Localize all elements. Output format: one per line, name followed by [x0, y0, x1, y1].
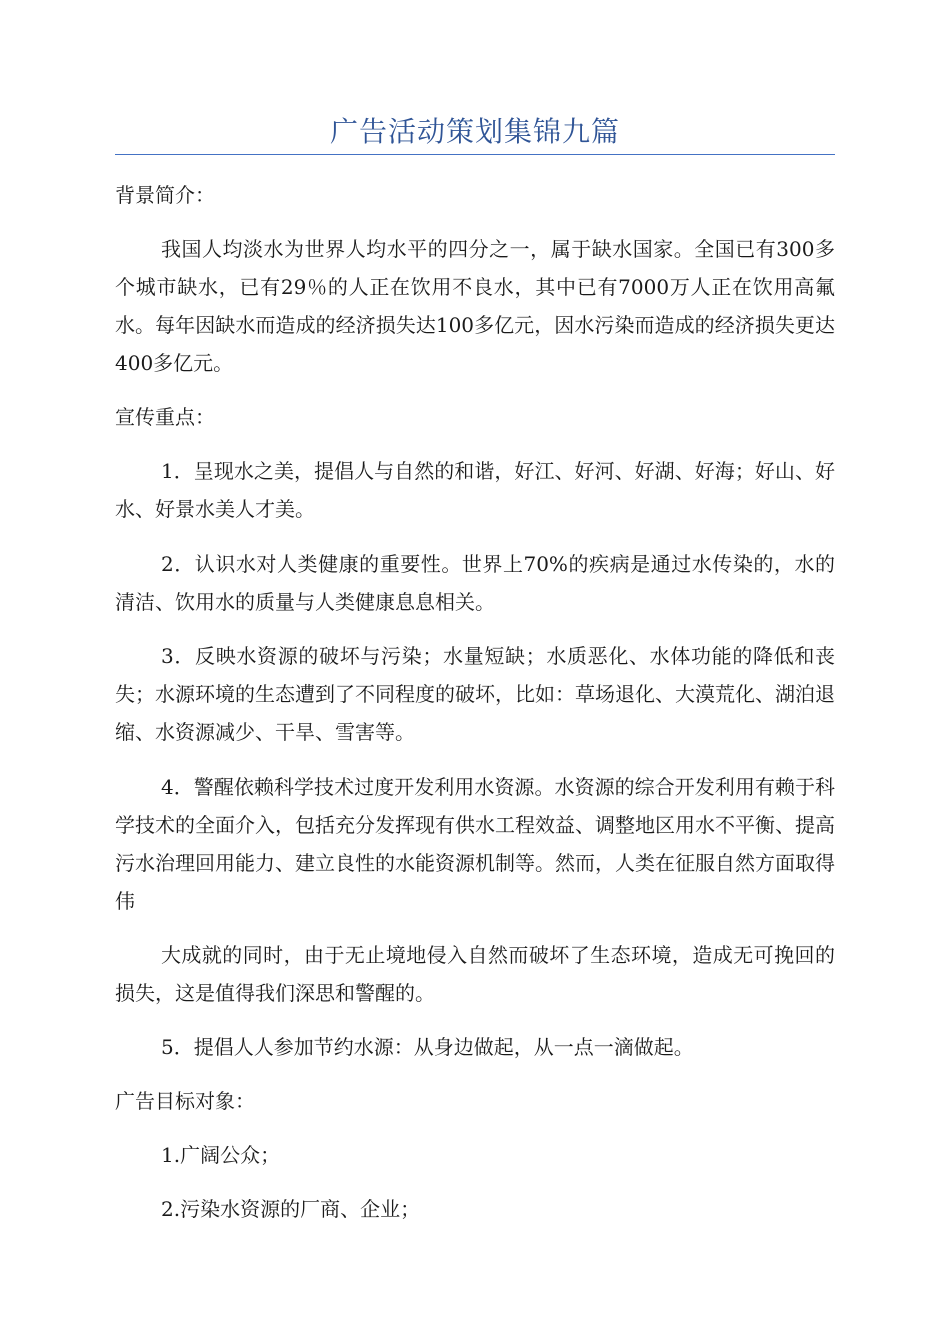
focus-item-3: 3．反映水资源的破坏与污染；水量短缺；水质恶化、水体功能的降低和丧失；水源环境的生态遭到了不同程度的破坏，比如：草场退化、大漠荒化、湖泊退缩、水资源减少、干旱、雪害等。 [115, 644, 835, 744]
background-heading: 背景简介： [115, 183, 215, 207]
focus-heading: 宣传重点： [115, 405, 215, 429]
focus-item-1: 1．呈现水之美，提倡人与自然的和谐，好江、好河、好湖、好海；好山、好水、好景水美人才美。 [115, 459, 835, 521]
target-item-2: 2.污染水资源的厂商、企业； [161, 1197, 421, 1221]
focus-item-4-continued: 大成就的同时，由于无止境地侵入自然而破坏了生态环境，造成无可挽回的损失，这是值得我们深思和警醒的。 [115, 943, 835, 1005]
title-underline [115, 154, 835, 155]
document-title: 广告活动策划集锦九篇 [329, 115, 620, 148]
focus-item-4: 4．警醒依赖科学技术过度开发利用水资源。水资源的综合开发利用有赖于科学技术的全面介入，包括充分发挥现有供水工程效益、调整地区用水不平衡、提高污水治理回用能力、建立良性的水能资源机制等。然而，人类在征服自然方面取得伟 [115, 775, 835, 913]
background-paragraph: 我国人均淡水为世界人均水平的四分之一，属于缺水国家。全国已有300多个城市缺水，已有29％的人正在饮用不良水，其中已有7000万人正在饮用高氟水。每年因缺水而造成的经济损失达100多亿元，因水污染而造成的经济损失更达400多亿元。 [115, 237, 835, 375]
focus-item-2: 2．认识水对人类健康的重要性。世界上70%的疾病是通过水传染的，水的清洁、饮用水的质量与人类健康息息相关。 [115, 552, 835, 614]
target-heading: 广告目标对象： [115, 1089, 255, 1113]
focus-item-5: 5．提倡人人参加节约水源：从身边做起，从一点一滴做起。 [161, 1035, 694, 1059]
target-item-1: 1.广阔公众； [161, 1143, 281, 1167]
